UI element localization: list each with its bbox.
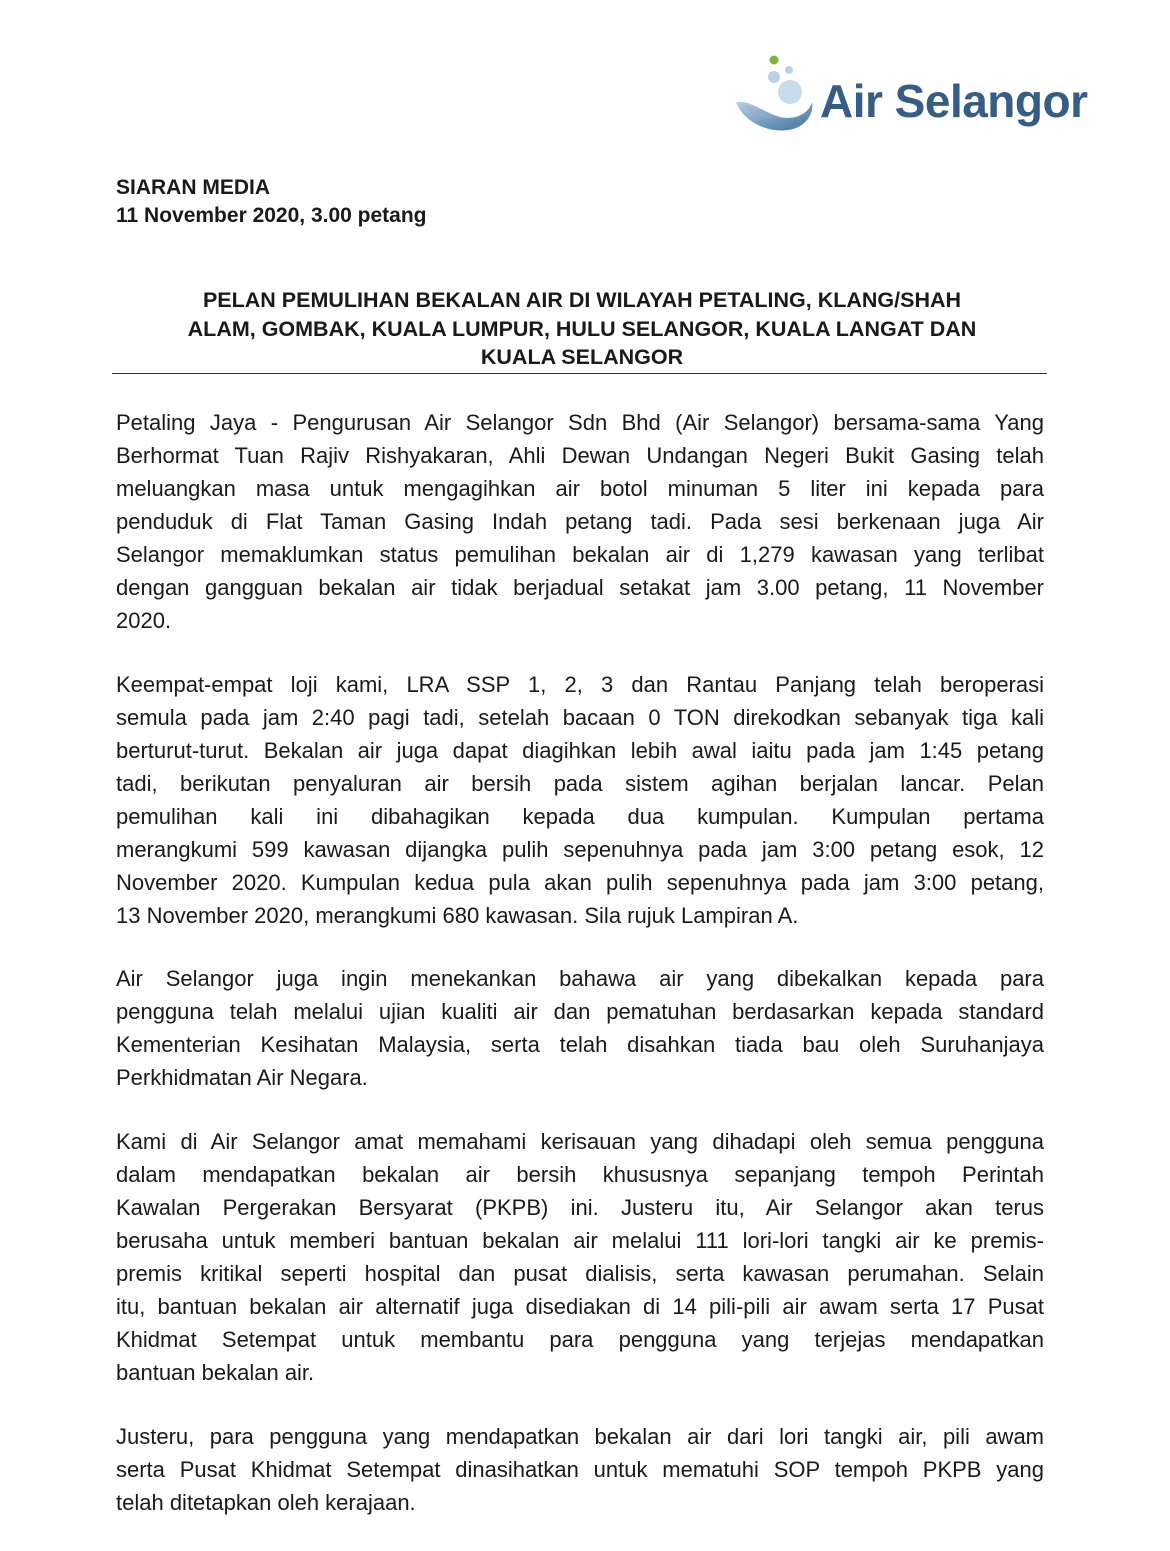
text-line: telah ditetapkan oleh kerajaan. — [116, 1490, 416, 1515]
text-line: tadi, berikutan penyaluran air bersih pada sistem agihan berjalan lancar. Pelan — [116, 771, 1044, 796]
text-line: 2020. — [116, 608, 172, 633]
text-line: Petaling Jaya - Pengurusan Air Selangor Sdn Bhd (Air Selangor) bersama-sama Yang — [116, 410, 1044, 435]
text-line: penduduk di Flat Taman Gasing Indah petang tadi. Pada sesi berkenaan juga Air — [116, 509, 1044, 534]
logo-bubble-large — [778, 80, 802, 104]
text-line: Kawalan Pergerakan Bersyarat (PKPB) ini. Justeru itu, Air Selangor akan terus — [116, 1195, 1044, 1220]
text-line: serta Pusat Khidmat Setempat dinasihatkan untuk mematuhi SOP tempoh PKPB yang — [116, 1457, 1044, 1482]
text-line: 13 November 2020, merangkumi 680 kawasan. Sila rujuk Lampiran A. — [116, 903, 799, 928]
text-line: pengguna telah melalui ujian kualiti air dan pematuhan berdasarkan kepada standard — [116, 999, 1044, 1024]
text-line: November 2020. Kumpulan kedua pula akan pulih sepenuhnya pada jam 3:00 petang, — [116, 870, 1044, 895]
text-line: Keempat-empat loji kami, LRA SSP 1, 2, 3 dan Rantau Panjang telah beroperasi — [116, 672, 1044, 697]
text-line: merangkumi 599 kawasan dijangka pulih sepenuhnya pada jam 3:00 petang esok, 12 — [116, 837, 1044, 862]
text-line: itu, bantuan bekalan air alternatif juga disediakan di 14 pili-pili air awam serta 17 Pusat — [116, 1294, 1044, 1319]
text-line: berturut-turut. Bekalan air juga dapat diagihkan lebih awal iaitu pada jam 1:45 petang — [116, 738, 1044, 763]
text-line: Selangor memaklumkan status pemulihan bekalan air di 1,279 kawasan yang terlibat — [116, 542, 1044, 567]
text-line: berusaha untuk memberi bantuan bekalan air melalui 111 lori-lori tangki air ke premis- — [116, 1228, 1044, 1253]
text-line: dalam mendapatkan bekalan air bersih khususnya sepanjang tempoh Perintah — [116, 1162, 1044, 1187]
text-line: premis kritikal seperti hospital dan pusat dialisis, serta kawasan perumahan. Selain — [116, 1261, 1044, 1286]
text-line: meluangkan masa untuk mengagihkan air botol minuman 5 liter ini kepada para — [116, 476, 1044, 501]
paragraph-3 — [116, 962, 1044, 1094]
logo-bubble-mid — [768, 71, 780, 83]
media-release-label: SIARAN MEDIA — [116, 176, 271, 199]
water-drop-logo-icon — [734, 52, 816, 142]
text-line: semula pada jam 2:40 pagi tadi, setelah bacaan 0 TON direkodkan sebanyak tiga kali — [116, 705, 1044, 730]
release-date: 11 November 2020, 3.00 petang — [116, 204, 427, 227]
text-line: Air Selangor juga ingin menekankan bahawa air yang dibekalkan kepada para — [116, 966, 1044, 991]
title-line: KUALA SELANGOR — [480, 345, 684, 369]
text-line: Khidmat Setempat untuk membantu para pengguna yang terjejas mendapatkan — [116, 1327, 1044, 1352]
paragraph-4 — [116, 1125, 1044, 1389]
text-line: bantuan bekalan air. — [116, 1360, 315, 1385]
paragraph-2 — [116, 668, 1044, 932]
title-line: ALAM, GOMBAK, KUALA LUMPUR, HULU SELANGOR, KUALA LANGAT DAN — [187, 316, 977, 341]
text-line: Justeru, para pengguna yang mendapatkan bekalan air dari lori tangki air, pili awam — [116, 1424, 1044, 1449]
title-divider — [112, 373, 1047, 374]
text-line: Berhormat Tuan Rajiv Rishyakaran, Ahli Dewan Undangan Negeri Bukit Gasing telah — [116, 443, 1044, 468]
paragraph-5 — [116, 1420, 1044, 1519]
text-line: Perkhidmatan Air Negara. — [116, 1065, 368, 1090]
paragraph-1 — [116, 406, 1044, 637]
logo-bubble-small — [785, 66, 793, 74]
logo-text: Air Selangor — [820, 75, 1088, 127]
text-line: pemulihan kali ini dibahagikan kepada dua kumpulan. Kumpulan pertama — [116, 804, 1044, 829]
document-title — [116, 286, 1048, 372]
text-line: Kementerian Kesihatan Malaysia, serta telah disahkan tiada bau oleh Suruhanjaya — [116, 1032, 1044, 1057]
text-line: dengan gangguan bekalan air tidak berjadual setakat jam 3.00 petang, 11 November — [116, 575, 1044, 600]
text-line: Kami di Air Selangor amat memahami kerisauan yang dihadapi oleh semua pengguna — [116, 1129, 1044, 1154]
air-selangor-logo — [734, 52, 1144, 144]
title-line: PELAN PEMULIHAN BEKALAN AIR DI WILAYAH PETALING, KLANG/SHAH — [202, 288, 962, 312]
logo-bubble-green — [770, 56, 779, 65]
